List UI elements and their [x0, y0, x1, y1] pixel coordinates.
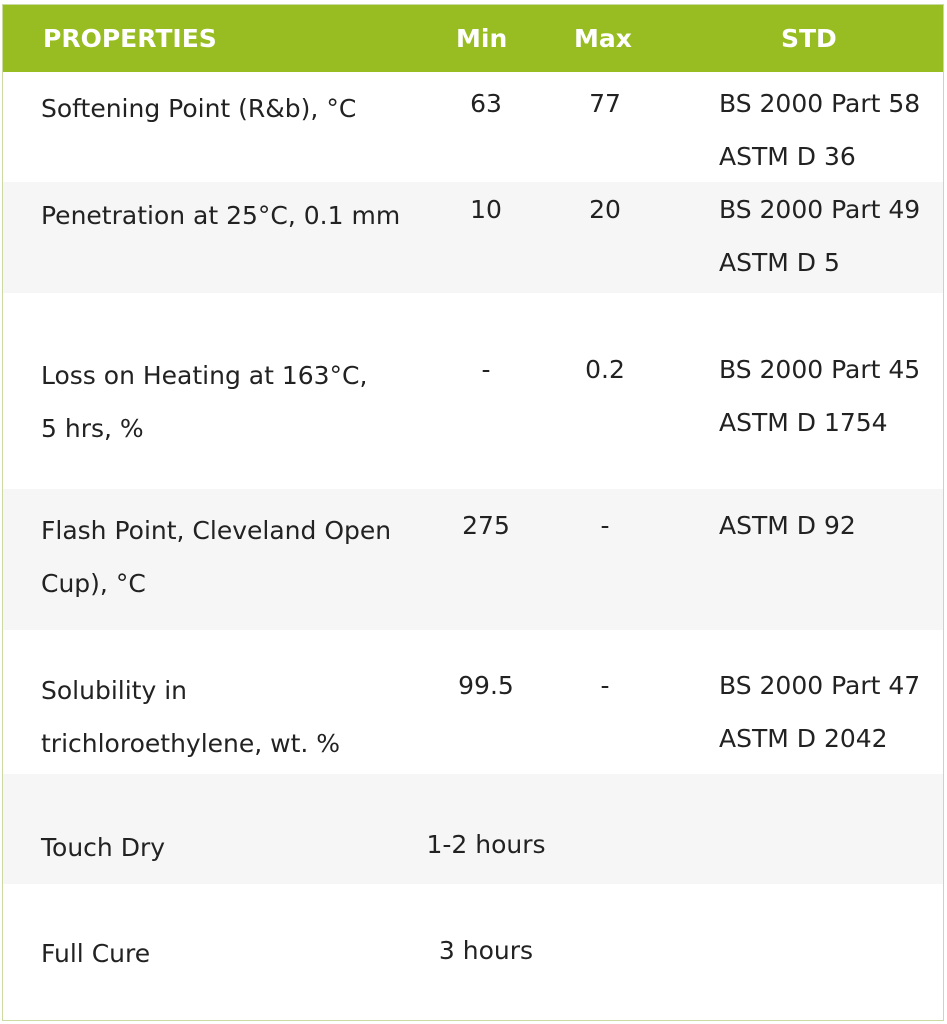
- table-row: [3, 774, 943, 884]
- property-cell: Touch Dry: [41, 833, 166, 862]
- max-cell: 77: [589, 89, 621, 118]
- max-cell: -: [600, 511, 610, 540]
- property-cell: Solubility in trichloroethylene, wt. %: [41, 676, 341, 758]
- property-cell: Softening Point (R&b), °C: [41, 94, 357, 123]
- table-row: [3, 489, 943, 630]
- std-cell: BS 2000 Part 45 ASTM D 1754: [719, 355, 921, 437]
- header-max: Max: [574, 24, 632, 53]
- property-cell: Loss on Heating at 163°C, 5 hrs, %: [41, 361, 368, 443]
- header-min: Min: [456, 24, 508, 53]
- property-cell: Flash Point, Cleveland Open Cup), °C: [41, 516, 392, 598]
- header-std: STD: [781, 24, 837, 53]
- duration-cell: 1-2 hours: [426, 830, 546, 859]
- max-cell: 0.2: [585, 355, 625, 384]
- table-row: [3, 72, 943, 182]
- table-row: [3, 630, 943, 774]
- min-cell: -: [481, 355, 491, 384]
- max-cell: -: [600, 671, 610, 700]
- property-cell: Full Cure: [41, 939, 151, 968]
- min-cell: 275: [462, 511, 510, 540]
- min-cell: 63: [470, 89, 502, 118]
- std-cell: BS 2000 Part 49 ASTM D 5: [719, 195, 921, 277]
- table-row: [3, 293, 943, 489]
- table-row: [3, 182, 943, 293]
- std-cell: BS 2000 Part 58 ASTM D 36: [719, 89, 921, 171]
- property-cell: Penetration at 25°C, 0.1 mm: [41, 201, 401, 230]
- std-cell: ASTM D 92: [719, 511, 856, 540]
- table-header: [3, 5, 943, 72]
- min-cell: 99.5: [458, 671, 514, 700]
- properties-table: [2, 4, 944, 1021]
- header-properties: PROPERTIES: [43, 24, 217, 53]
- std-cell: BS 2000 Part 47 ASTM D 2042: [719, 671, 921, 753]
- max-cell: 20: [589, 195, 621, 224]
- duration-cell: 3 hours: [438, 936, 534, 965]
- table-row: [3, 884, 943, 1021]
- min-cell: 10: [470, 195, 502, 224]
